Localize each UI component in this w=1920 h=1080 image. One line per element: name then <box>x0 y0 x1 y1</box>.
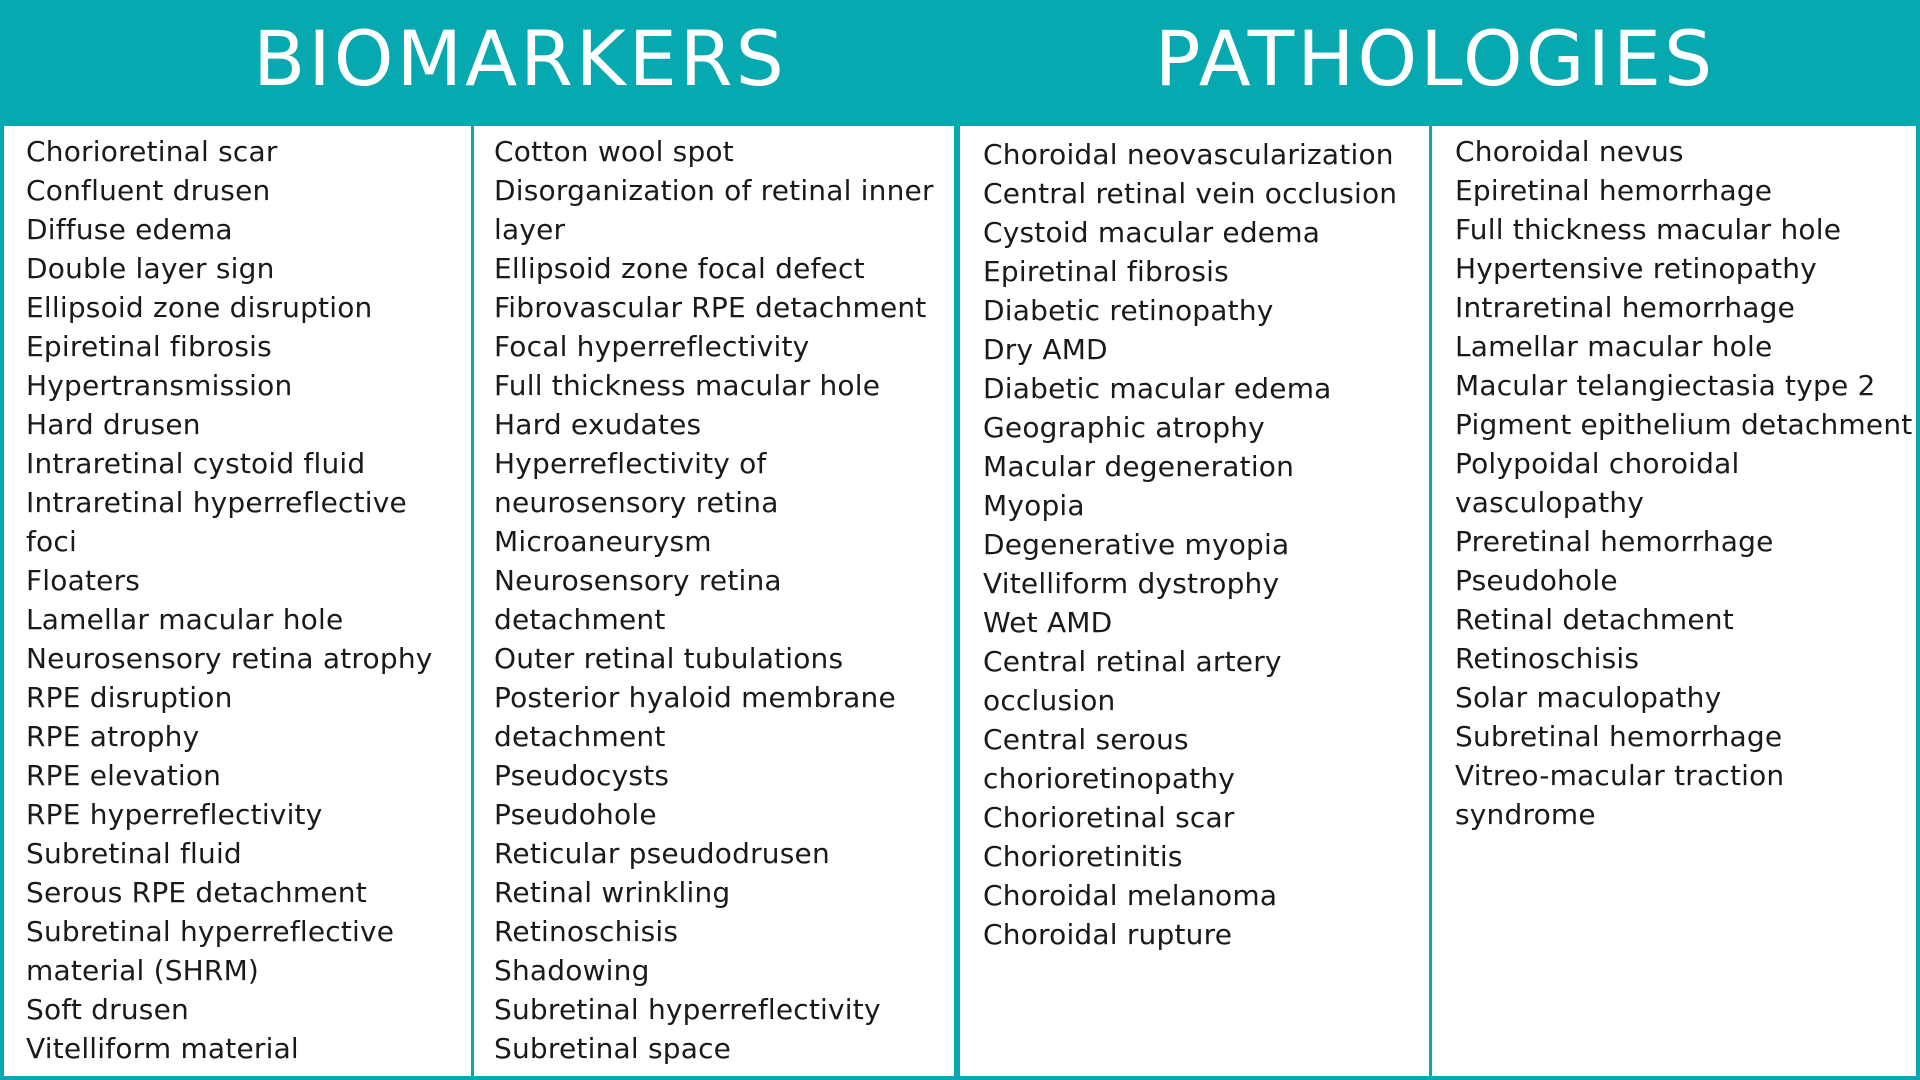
biomarker-item: Subretinal fluid <box>26 837 242 870</box>
pathology-item: Macular degeneration <box>983 450 1295 483</box>
pathologies-list-1 <box>983 135 1423 954</box>
pathology-item: Polypoidal choroidal vasculopathy <box>1455 447 1740 519</box>
biomarkers-list-2 <box>494 132 954 1068</box>
biomarker-item: Ellipsoid zone focal defect <box>494 252 865 285</box>
pathology-item: Choroidal rupture <box>983 918 1233 951</box>
biomarker-item: Epiretinal fibrosis <box>26 330 272 363</box>
biomarker-item: Confluent drusen <box>26 174 271 207</box>
pathology-item: Solar maculopathy <box>1455 681 1722 714</box>
pathology-item: Choroidal neovascularization <box>983 138 1394 171</box>
biomarker-item: Microaneurysm <box>494 525 712 558</box>
biomarker-item: Pseudocysts <box>494 759 670 792</box>
biomarker-item: Soft drusen <box>26 993 189 1026</box>
biomarker-item: Vitelliform material <box>26 1032 299 1065</box>
biomarker-item: RPE atrophy <box>26 720 200 753</box>
biomarker-item: Hyperreflectivity of neurosensory retina <box>494 447 779 519</box>
biomarkers-column-divider <box>471 126 474 1080</box>
biomarker-item: Double layer sign <box>26 252 275 285</box>
biomarker-item: Intraretinal hyperreflective foci <box>26 486 407 558</box>
pathology-item: Retinoschisis <box>1455 642 1640 675</box>
biomarker-item: Subretinal space <box>494 1032 732 1065</box>
biomarker-item: Retinal wrinkling <box>494 876 731 909</box>
pathology-item: Vitreo-macular traction syndrome <box>1455 759 1785 831</box>
biomarker-item: Fibrovascular RPE detachment <box>494 291 927 324</box>
pathology-item: Preretinal hemorrhage <box>1455 525 1774 558</box>
biomarker-item: Reticular pseudodrusen <box>494 837 830 870</box>
pathology-item: Diabetic macular edema <box>983 372 1332 405</box>
pathology-item: Retinal detachment <box>1455 603 1734 636</box>
pathology-item: Choroidal nevus <box>1455 135 1684 168</box>
pathology-item: Cystoid macular edema <box>983 216 1321 249</box>
biomarker-item: Floaters <box>26 564 141 597</box>
pathologies-column-divider <box>1429 126 1432 1080</box>
biomarker-item: Intraretinal cystoid fluid <box>26 447 366 480</box>
pathology-item: Central retinal vein occlusion <box>983 177 1398 210</box>
pathology-item: Chorioretinitis <box>983 840 1183 873</box>
biomarker-item: Retinoschisis <box>494 915 679 948</box>
biomarker-item: Hard drusen <box>26 408 201 441</box>
pathology-item: Myopia <box>983 489 1085 522</box>
biomarker-item: Ellipsoid zone disruption <box>26 291 373 324</box>
biomarker-item: Subretinal hyperreflective material (SHRM) <box>26 915 395 987</box>
biomarker-item: Diffuse edema <box>26 213 233 246</box>
pathologies-title: PATHOLOGIES <box>1154 14 1716 103</box>
pathology-item: Dry AMD <box>983 333 1108 366</box>
biomarker-item: Chorioretinal scar <box>26 135 278 168</box>
pathology-item: Diabetic retinopathy <box>983 294 1274 327</box>
biomarker-item: Outer retinal tubulations <box>494 642 844 675</box>
pathology-item: Central serous chorioretinopathy <box>983 723 1236 795</box>
header-banner <box>0 0 1920 126</box>
pathology-item: Lamellar macular hole <box>1455 330 1773 363</box>
biomarker-item: Pseudohole <box>494 798 657 831</box>
biomarker-item: Neurosensory retina detachment <box>494 564 782 636</box>
pathology-item: Central retinal artery occlusion <box>983 645 1282 717</box>
pathology-item: Subretinal hemorrhage <box>1455 720 1783 753</box>
biomarker-item: RPE elevation <box>26 759 222 792</box>
pathology-item: Epiretinal fibrosis <box>983 255 1229 288</box>
biomarker-item: Disorganization of retinal inner layer <box>494 174 934 246</box>
biomarker-item: Neurosensory retina atrophy <box>26 642 433 675</box>
biomarker-item: Full thickness macular hole <box>494 369 881 402</box>
biomarker-item: Focal hyperreflectivity <box>494 330 810 363</box>
biomarkers-list-1 <box>26 132 456 1068</box>
biomarker-item: Serous RPE detachment <box>26 876 367 909</box>
pathology-item: Geographic atrophy <box>983 411 1265 444</box>
pathology-item: Wet AMD <box>983 606 1113 639</box>
biomarker-item: Cotton wool spot <box>494 135 734 168</box>
biomarker-item: Hypertransmission <box>26 369 293 402</box>
pathology-item: Chorioretinal scar <box>983 801 1235 834</box>
pathologies-list-2 <box>1455 132 1915 834</box>
biomarkers-title: BIOMARKERS <box>253 14 787 103</box>
biomarker-item: RPE hyperreflectivity <box>26 798 323 831</box>
pathology-item: Hypertensive retinopathy <box>1455 252 1817 285</box>
pathology-item: Vitelliform dystrophy <box>983 567 1280 600</box>
pathology-item: Pigment epithelium detachment <box>1455 408 1913 441</box>
pathology-item: Degenerative myopia <box>983 528 1290 561</box>
pathology-item: Choroidal melanoma <box>983 879 1278 912</box>
biomarker-item: Lamellar macular hole <box>26 603 344 636</box>
biomarker-item: RPE disruption <box>26 681 233 714</box>
biomarker-item: Posterior hyaloid membrane detachment <box>494 681 896 753</box>
pathology-item: Macular telangiectasia type 2 <box>1455 369 1876 402</box>
biomarker-item: Shadowing <box>494 954 650 987</box>
pathology-item: Epiretinal hemorrhage <box>1455 174 1773 207</box>
pathology-item: Intraretinal hemorrhage <box>1455 291 1796 324</box>
pathology-item: Pseudohole <box>1455 564 1618 597</box>
biomarker-item: Hard exudates <box>494 408 702 441</box>
biomarker-item: Subretinal hyperreflectivity <box>494 993 881 1026</box>
pathology-item: Full thickness macular hole <box>1455 213 1842 246</box>
